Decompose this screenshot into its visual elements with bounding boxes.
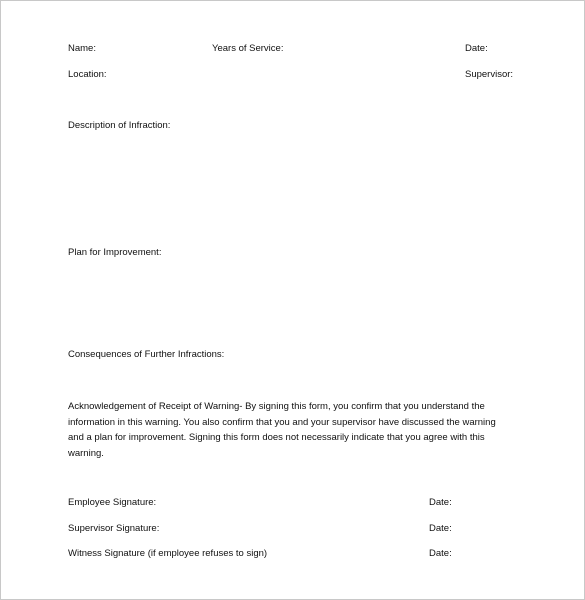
acknowledgement-paragraph (68, 399, 538, 461)
acknowledgement-line: and a plan for improvement. Signing this form does not necessarily indicate that you agree with this (68, 432, 485, 443)
location-label: Location: (68, 69, 107, 80)
supervisor-signature-label: Supervisor Signature: (68, 523, 160, 534)
description-of-infraction-label: Description of Infraction: (68, 120, 171, 131)
witness-signature-label: Witness Signature (if employee refuses to sign) (68, 548, 268, 559)
supervisor-label: Supervisor: (465, 69, 514, 80)
supervisor-signature-date-label: Date: (429, 523, 452, 534)
name-label: Name: (68, 43, 96, 54)
years-of-service-label: Years of Service: (212, 43, 284, 54)
employee-signature-date-label: Date: (429, 497, 452, 508)
acknowledgement-line: Acknowledgement of Receipt of Warning- By signing this form, you confirm that you understand the (68, 401, 485, 412)
date-label: Date: (465, 43, 488, 54)
acknowledgement-line: warning. (68, 447, 104, 459)
plan-for-improvement-label: Plan for Improvement: (68, 247, 162, 258)
acknowledgement-line: information in this warning. You also confirm that you and your supervisor have discussed the warning (68, 416, 496, 428)
witness-signature-date-label: Date: (429, 548, 452, 559)
employee-signature-label: Employee Signature: (68, 497, 157, 508)
consequences-label: Consequences of Further Infractions: (68, 349, 225, 360)
